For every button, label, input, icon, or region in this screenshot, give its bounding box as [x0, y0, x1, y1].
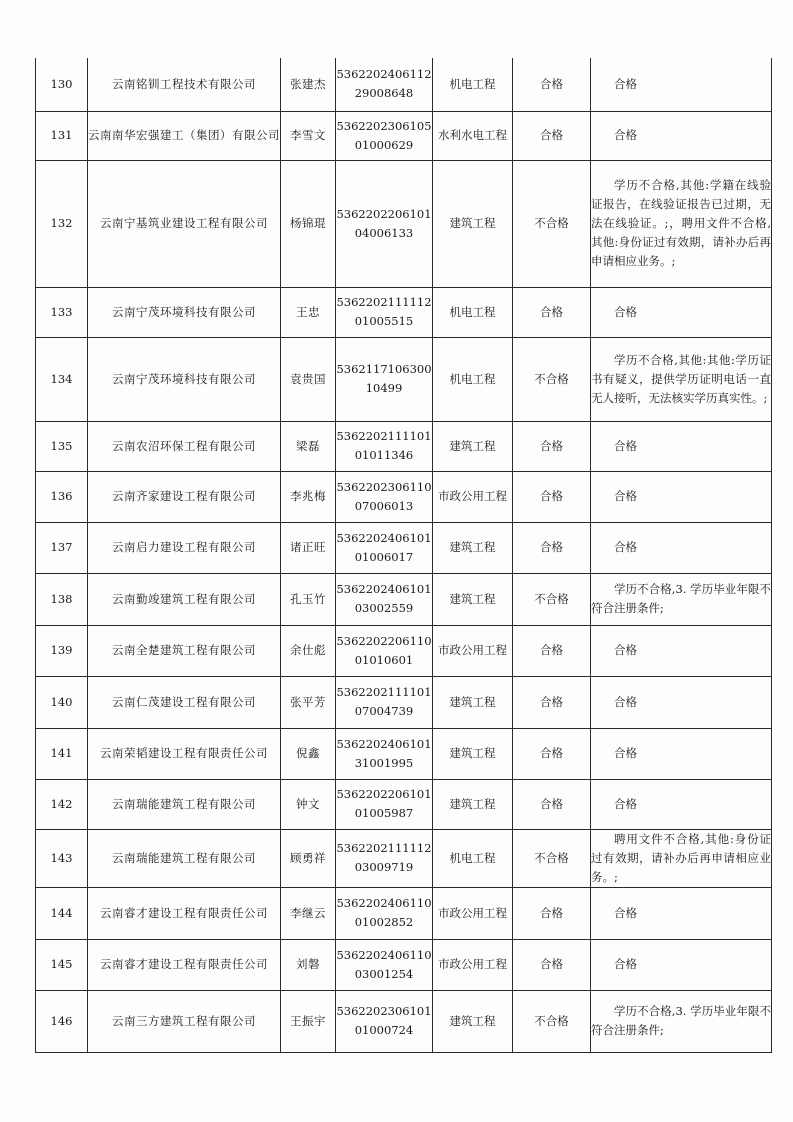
review-remark: 合格 — [591, 939, 772, 990]
certificate-number-part2: 01000724 — [354, 1023, 414, 1037]
specialty: 机电工程 — [433, 337, 513, 421]
review-result: 不合格 — [513, 573, 591, 625]
row-number: 142 — [36, 779, 88, 829]
row-number: 140 — [36, 676, 88, 728]
review-remark: 合格 — [591, 779, 772, 829]
table-row — [36, 939, 772, 990]
specialty: 建筑工程 — [433, 573, 513, 625]
certificate-number — [336, 421, 433, 471]
certificate-number-part1: 5362202406110 — [336, 947, 432, 962]
certificate-number — [336, 779, 433, 829]
row-number: 139 — [36, 625, 88, 676]
review-result: 合格 — [513, 58, 591, 111]
person-name: 梁磊 — [281, 421, 336, 471]
review-result: 合格 — [513, 939, 591, 990]
review-result: 不合格 — [513, 829, 591, 887]
person-name: 顾勇祥 — [281, 829, 336, 887]
certificate-number-part2: 01011346 — [354, 448, 414, 462]
certificate-number-part1: 5362202206101 — [336, 206, 432, 221]
person-name: 杨锦琨 — [281, 160, 336, 287]
review-remark: 合格 — [591, 625, 772, 676]
certificate-number-part1: 5362202111101 — [336, 429, 432, 443]
row-number: 138 — [36, 573, 88, 625]
specialty: 水利水电工程 — [433, 111, 513, 160]
certificate-number — [336, 58, 433, 111]
table-row — [36, 728, 772, 779]
company-name: 云南勤竣建筑工程有限公司 — [88, 573, 281, 625]
review-remark: 合格 — [591, 522, 772, 573]
review-remark: 学历不合格,3. 学历毕业年限不符合注册条件; — [591, 990, 772, 1052]
certificate-number-part1: 5362202406112 — [336, 67, 432, 82]
person-name: 张平芳 — [281, 676, 336, 728]
certificate-number — [336, 939, 433, 990]
table-row — [36, 573, 772, 625]
certificate-number-part2: 01006017 — [354, 549, 414, 564]
certificate-number — [336, 990, 433, 1052]
table-row — [36, 522, 772, 573]
person-name: 王忠 — [281, 287, 336, 337]
table-row — [36, 287, 772, 337]
company-name: 云南睿才建设工程有限责任公司 — [88, 887, 281, 939]
table-row — [36, 829, 772, 887]
row-number: 136 — [36, 471, 88, 522]
review-remark: 合格 — [591, 728, 772, 779]
certificate-number-part1: 5362202406110 — [336, 896, 432, 910]
specialty: 市政公用工程 — [433, 939, 513, 990]
person-name: 孔玉竹 — [281, 573, 336, 625]
review-result: 合格 — [513, 676, 591, 728]
company-name: 云南齐家建设工程有限公司 — [88, 471, 281, 522]
company-name: 云南南华宏强建工（集团）有限公司 — [88, 111, 281, 160]
certificate-number — [336, 160, 433, 287]
person-name: 王振宇 — [281, 990, 336, 1052]
certificate-number-part2: 01010601 — [354, 652, 414, 667]
certificate-number — [336, 573, 433, 625]
certificate-number — [336, 676, 433, 728]
review-remark: 学历不合格,3. 学历毕业年限不符合注册条件; — [591, 573, 772, 625]
company-name: 云南睿才建设工程有限责任公司 — [88, 939, 281, 990]
certificate-number-part1: 5362202306101 — [336, 1004, 432, 1018]
company-name: 云南仁茂建设工程有限公司 — [88, 676, 281, 728]
table-row — [36, 111, 772, 160]
review-remark: 合格 — [591, 111, 772, 160]
review-remark: 学历不合格,其他:学籍在线验证报告，在线验证报告已过期，无法在线验证。;，聘用文件不合格,其他:身份证过有效期，请补办后再申请相应业务。; — [591, 160, 772, 287]
row-number: 131 — [36, 111, 88, 160]
certificate-number-part2: 01005987 — [354, 806, 414, 820]
person-name: 张建杰 — [281, 58, 336, 111]
company-name: 云南全楚建筑工程有限公司 — [88, 625, 281, 676]
review-remark: 合格 — [591, 58, 772, 111]
person-name: 李雪文 — [281, 111, 336, 160]
row-number: 133 — [36, 287, 88, 337]
table-row — [36, 471, 772, 522]
company-name: 云南铭钏工程技术有限公司 — [88, 58, 281, 111]
certificate-number — [336, 337, 433, 421]
company-name: 云南三方建筑工程有限公司 — [88, 990, 281, 1052]
table-row — [36, 779, 772, 829]
specialty: 建筑工程 — [433, 522, 513, 573]
specialty: 市政公用工程 — [433, 887, 513, 939]
review-remark: 合格 — [591, 887, 772, 939]
certificate-number — [336, 522, 433, 573]
review-remark: 合格 — [591, 471, 772, 522]
review-result: 合格 — [513, 522, 591, 573]
certificate-number-part1: 5362202111112 — [336, 295, 432, 309]
company-name: 云南瑞能建筑工程有限公司 — [88, 829, 281, 887]
review-result: 合格 — [513, 625, 591, 676]
company-name: 云南瑞能建筑工程有限公司 — [88, 779, 281, 829]
review-remark: 学历不合格,其他:其他:学历证书有疑义，提供学历证明电话一直无人接听，无法核实学历真实性。; — [591, 337, 772, 421]
certificate-number-part1: 5362202406101 — [336, 530, 432, 545]
certificate-number-part2: 29008648 — [354, 86, 414, 101]
row-number: 146 — [36, 990, 88, 1052]
row-number: 134 — [36, 337, 88, 421]
company-name: 云南农沼环保工程有限公司 — [88, 421, 281, 471]
review-result: 合格 — [513, 779, 591, 829]
certificate-number-part2: 03001254 — [354, 966, 414, 981]
person-name: 李继云 — [281, 887, 336, 939]
review-remark: 合格 — [591, 287, 772, 337]
certificate-number-part2: 01000629 — [354, 137, 414, 152]
certificate-number-part2: 31001995 — [354, 755, 414, 770]
certificate-number-part1: 5362202206110 — [336, 633, 432, 648]
specialty: 建筑工程 — [433, 728, 513, 779]
certificate-number-part1: 5362202306110 — [336, 479, 432, 494]
person-name: 袁贵国 — [281, 337, 336, 421]
table-row — [36, 625, 772, 676]
table-row — [36, 990, 772, 1052]
specialty: 建筑工程 — [433, 421, 513, 471]
review-result: 合格 — [513, 421, 591, 471]
specialty: 机电工程 — [433, 829, 513, 887]
certificate-number-part1: 5362202111112 — [336, 841, 432, 855]
table-body — [36, 58, 772, 1052]
review-result: 不合格 — [513, 160, 591, 287]
certificate-number-part2: 03009719 — [354, 860, 414, 874]
specialty: 建筑工程 — [433, 676, 513, 728]
certificate-number-part2: 03002559 — [354, 601, 414, 615]
certificate-number — [336, 471, 433, 522]
certificate-number-part2: 01005515 — [354, 314, 414, 328]
specialty: 机电工程 — [433, 287, 513, 337]
table-row — [36, 337, 772, 421]
review-result: 不合格 — [513, 337, 591, 421]
certificate-number-part1: 5362117106300 — [336, 362, 432, 376]
certificate-number-part1: 5362202406101 — [336, 736, 432, 751]
results-table — [35, 58, 772, 1053]
specialty: 市政公用工程 — [433, 471, 513, 522]
row-number: 141 — [36, 728, 88, 779]
certificate-number — [336, 887, 433, 939]
review-remark: 合格 — [591, 676, 772, 728]
table-row — [36, 58, 772, 111]
row-number: 143 — [36, 829, 88, 887]
review-result: 合格 — [513, 728, 591, 779]
certificate-number — [336, 287, 433, 337]
specialty: 建筑工程 — [433, 160, 513, 287]
company-name: 云南宁茂环境科技有限公司 — [88, 337, 281, 421]
row-number: 135 — [36, 421, 88, 471]
specialty: 机电工程 — [433, 58, 513, 111]
certificate-number — [336, 111, 433, 160]
review-result: 不合格 — [513, 990, 591, 1052]
company-name: 云南荣韬建设工程有限责任公司 — [88, 728, 281, 779]
row-number: 145 — [36, 939, 88, 990]
certificate-number-part1: 5362202206101 — [336, 787, 432, 801]
person-name: 刘磐 — [281, 939, 336, 990]
certificate-number-part2: 04006133 — [354, 225, 414, 240]
company-name: 云南启力建设工程有限公司 — [88, 522, 281, 573]
certificate-number — [336, 829, 433, 887]
company-name: 云南宁基筑业建设工程有限公司 — [88, 160, 281, 287]
row-number: 137 — [36, 522, 88, 573]
certificate-number-part2: 01002852 — [354, 915, 414, 929]
table-row — [36, 421, 772, 471]
table-row — [36, 887, 772, 939]
specialty: 市政公用工程 — [433, 625, 513, 676]
person-name: 钟文 — [281, 779, 336, 829]
review-result: 合格 — [513, 111, 591, 160]
review-remark: 聘用文件不合格,其他:身份证过有效期，请补办后再申请相应业务。; — [591, 829, 772, 887]
certificate-number-part2: 07006013 — [354, 498, 414, 513]
certificate-number-part1: 5362202306105 — [336, 118, 432, 133]
review-result: 合格 — [513, 887, 591, 939]
row-number: 144 — [36, 887, 88, 939]
certificate-number — [336, 728, 433, 779]
certificate-number-part1: 5362202406101 — [336, 582, 432, 596]
specialty: 建筑工程 — [433, 779, 513, 829]
person-name: 余仕彪 — [281, 625, 336, 676]
review-result: 合格 — [513, 471, 591, 522]
person-name: 倪鑫 — [281, 728, 336, 779]
certificate-number-part2: 07004739 — [354, 704, 414, 718]
review-remark: 合格 — [591, 421, 772, 471]
review-result: 合格 — [513, 287, 591, 337]
certificate-number — [336, 625, 433, 676]
row-number: 130 — [36, 58, 88, 111]
table-row — [36, 676, 772, 728]
person-name: 李兆梅 — [281, 471, 336, 522]
certificate-number-part2: 10499 — [365, 381, 403, 395]
company-name: 云南宁茂环境科技有限公司 — [88, 287, 281, 337]
certificate-number-part1: 5362202111101 — [336, 685, 432, 699]
person-name: 诸正旺 — [281, 522, 336, 573]
row-number: 132 — [36, 160, 88, 287]
specialty: 建筑工程 — [433, 990, 513, 1052]
table-row — [36, 160, 772, 287]
